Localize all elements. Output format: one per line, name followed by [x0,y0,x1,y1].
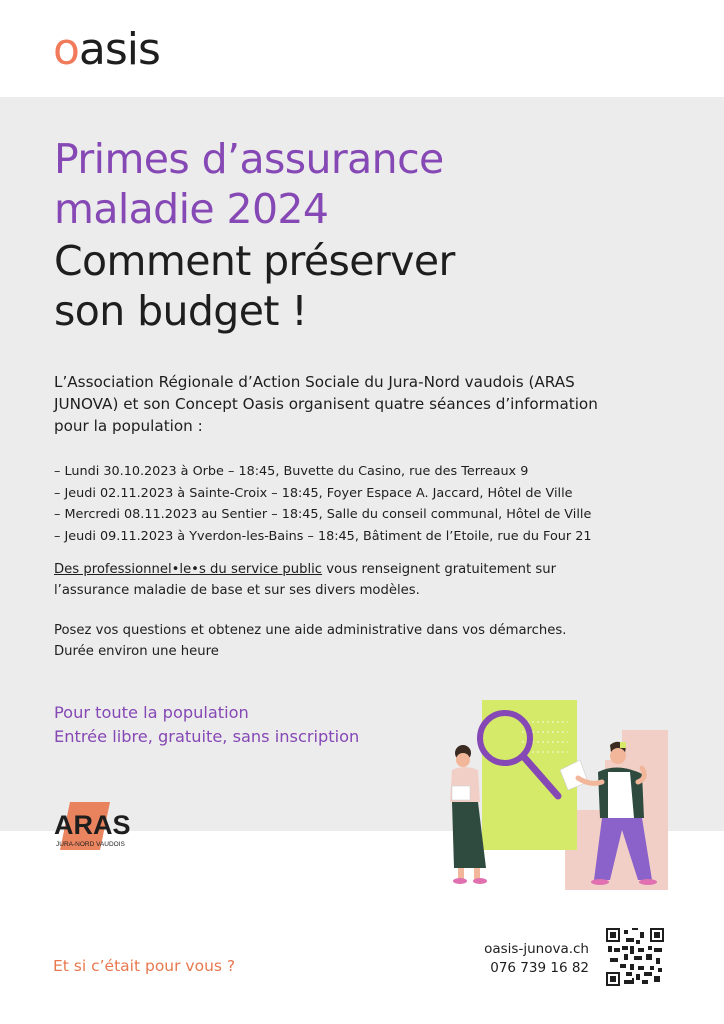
tagline: Et si c’était pour vous ? [53,957,236,975]
oasis-logo: oasis [53,24,160,75]
contact-block [484,940,589,978]
svg-text:JURA-NORD VAUDOIS: JURA-NORD VAUDOIS [56,841,125,848]
audience-highlight: Pour toute la population Entrée libre, gratuite, sans inscription [54,703,360,746]
title-purple: Primes d’assurance maladie 2024 [54,135,444,233]
qr-code-icon[interactable] [606,928,664,986]
website-link[interactable]: oasis-junova.ch [484,941,589,957]
professionals-link[interactable]: Des professionnel•le•s du service public [54,562,323,577]
svg-text:ARAS: ARAS [54,810,131,840]
sessions-list [54,461,674,547]
session-item: – Mercredi 08.11.2023 au Sentier – 18:45, Salle du conseil communal, Hôtel de Ville [54,507,592,522]
header [0,0,724,97]
session-item: – Jeudi 09.11.2023 à Yverdon-les-Bains – 18:45, Bâtiment de l’Etoile, rue du Four 21 [54,528,592,544]
questions-paragraph: Posez vos questions et obtenez une aide administrative dans vos démarches. Durée environ une heure [54,623,567,659]
session-item: – Lundi 30.10.2023 à Orbe – 18:45, Buvette du Casino, rue des Terreaux 9 [54,464,529,479]
intro-paragraph: L’Association Régionale d’Action Sociale du Jura-Nord vaudois (ARAS JUNOVA) et son Concept Oasis organisent quatre séances d’information pour la population : [54,373,598,435]
phone-number[interactable]: 076 739 16 82 [490,960,589,976]
aras-logo [52,800,142,852]
magnifier-people-illustration [430,690,680,890]
session-item: – Jeudi 02.11.2023 à Sainte-Croix – 18:45, Foyer Espace A. Jaccard, Hôtel de Ville [54,485,573,501]
professionals-paragraph: Des professionnel•le•s du service public vous renseignent gratuitement sur l’assurance maladie de base et sur ses divers modèles. [54,562,557,598]
title-dark: Comment préserver son budget ! [54,237,455,335]
